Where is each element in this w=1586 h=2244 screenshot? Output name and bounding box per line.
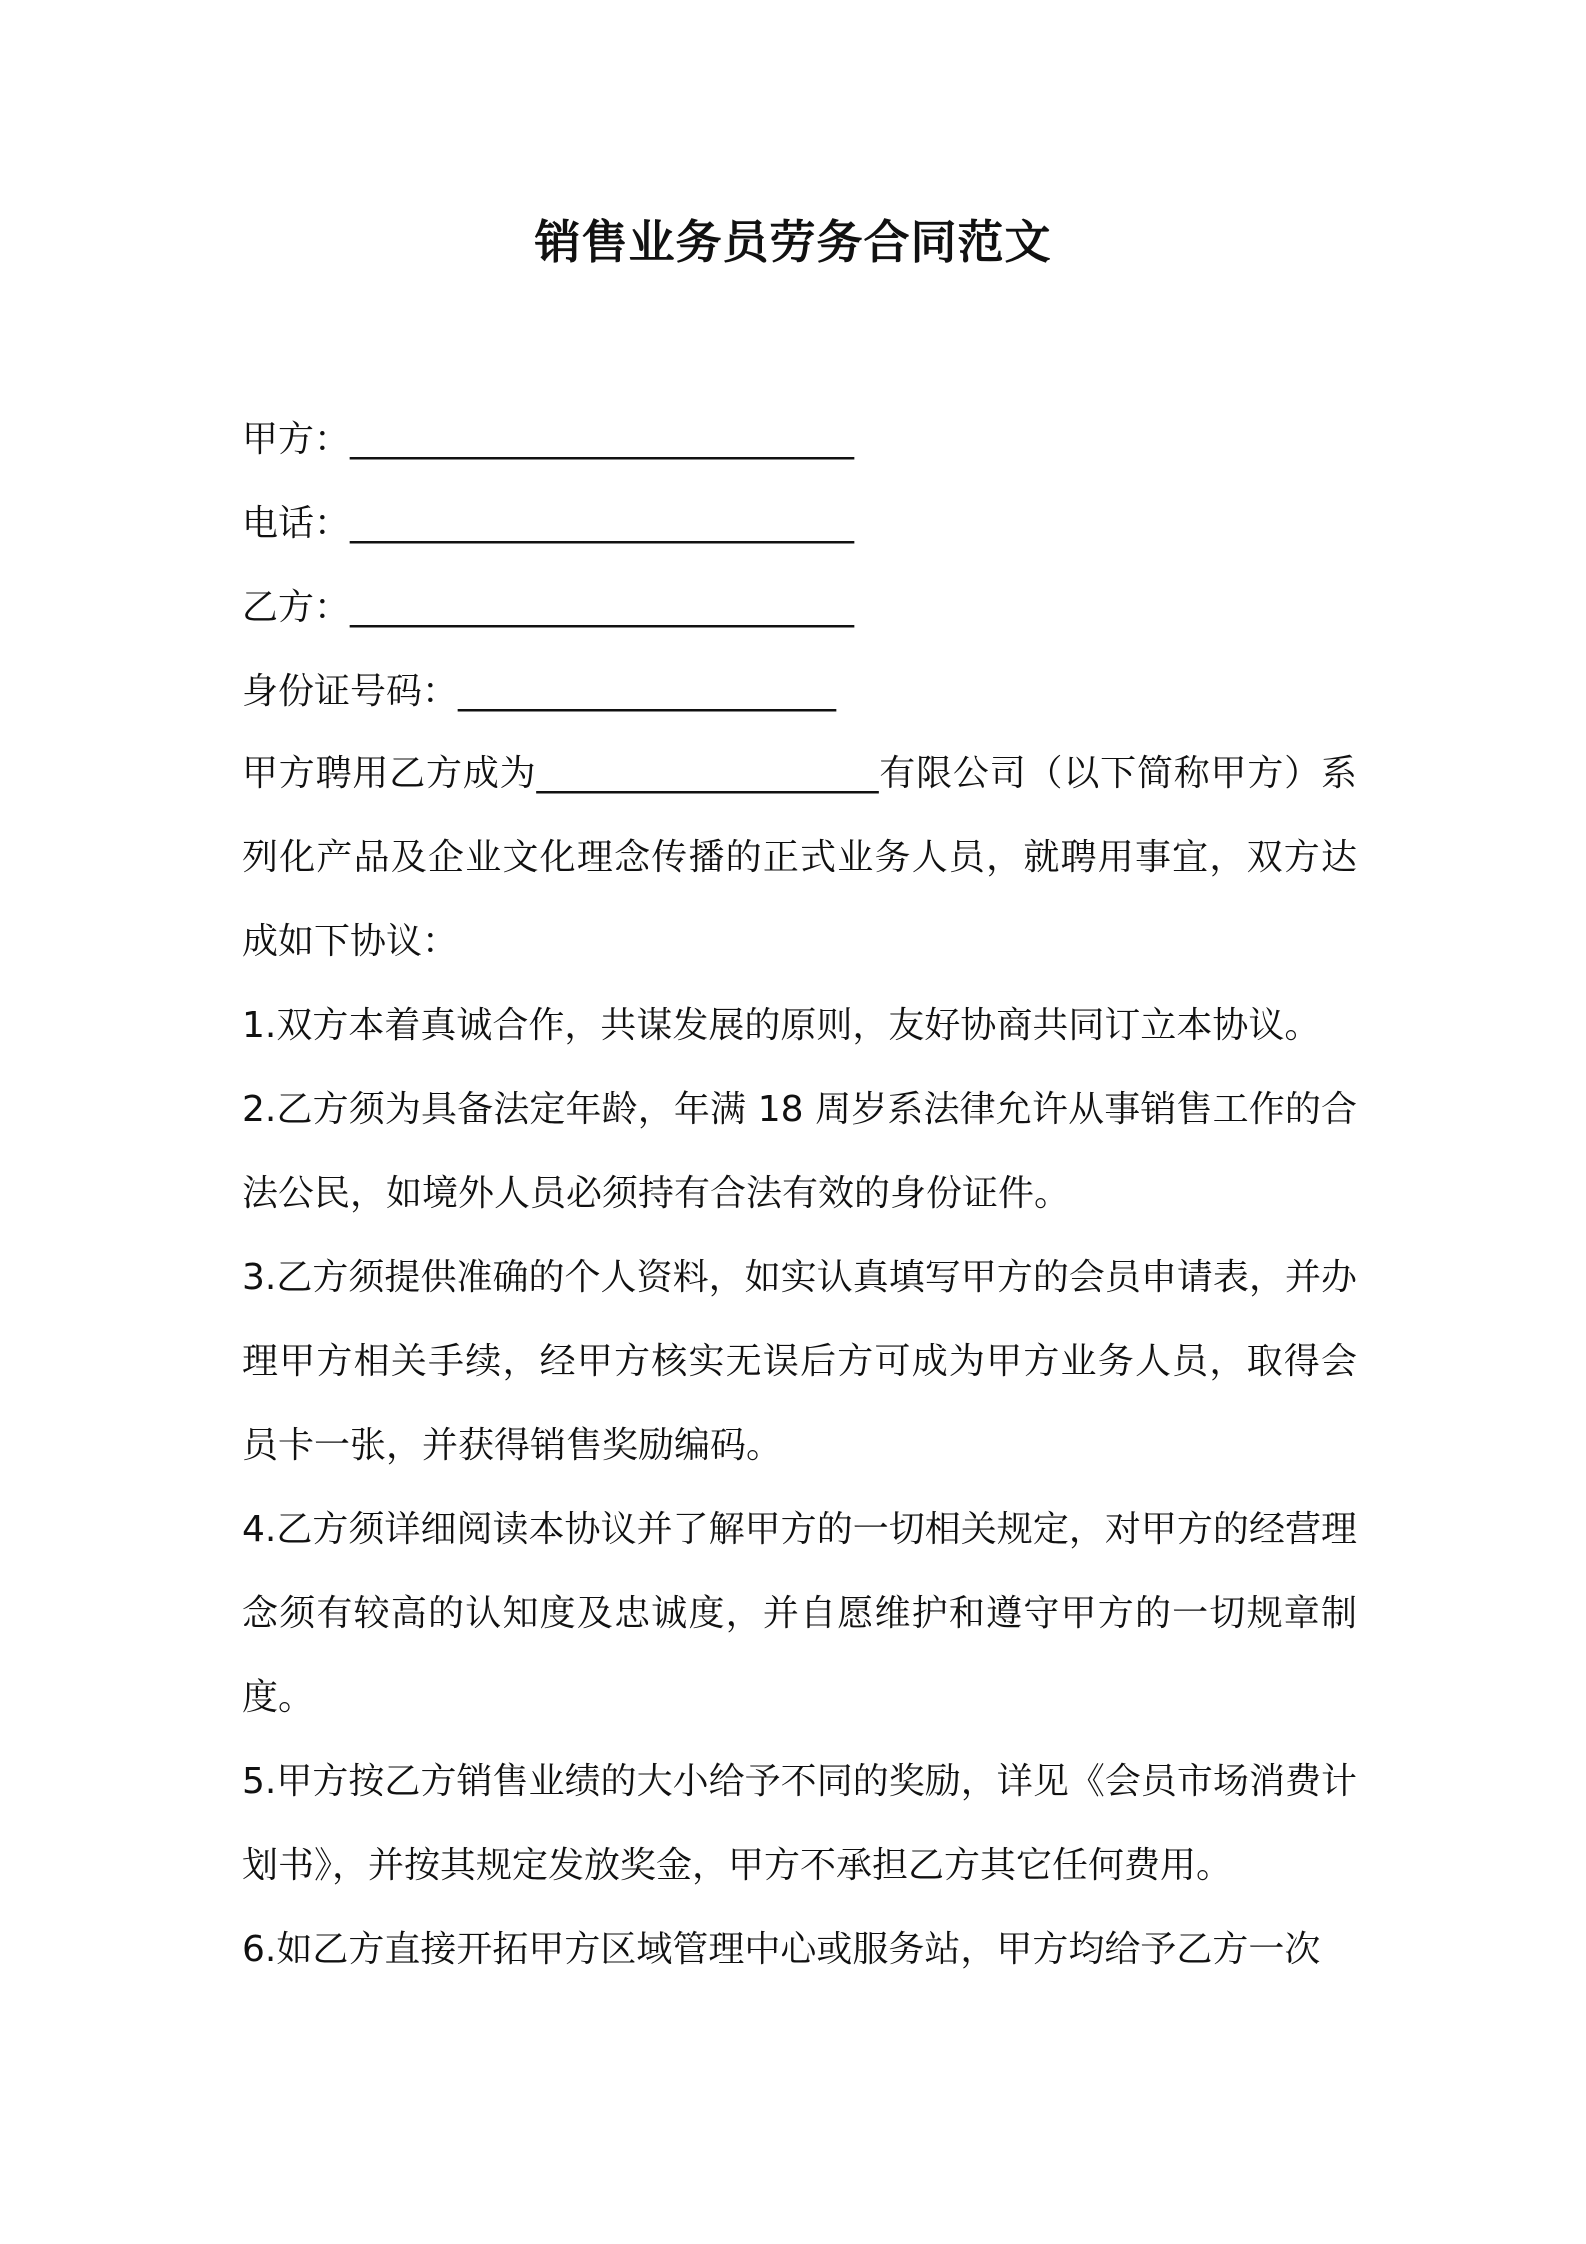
clause-5: 5.甲方按乙方销售业绩的大小给予不同的奖励，详见《会员市场消费计划书》，并按其规定发放奖金，甲方不承担乙方其它任何费用。: [242, 1761, 1357, 1886]
field-label: 身份证号码：: [242, 671, 459, 712]
clause-2: 2.乙方须为具备法定年龄，年满 18 周岁系法律允许从事销售工作的合法公民，如境外人员必须持有合法有效的身份证件。: [242, 1089, 1357, 1214]
field-blank: ____________________________: [350, 419, 855, 460]
field-blank: ____________________________: [350, 503, 855, 544]
intro-paragraph: 甲方聘用乙方成为___________________有限公司（以下简称甲方）系列化产品及企业文化理念传播的正式业务人员，就聘用事宜，双方达成如下协议：: [242, 753, 1357, 962]
field-label: 乙方：: [242, 587, 351, 628]
field-label: 电话：: [242, 503, 351, 544]
field-party-a: [242, 416, 854, 464]
field-label: 甲方：: [242, 419, 351, 460]
field-blank: ____________________________: [350, 587, 855, 628]
clause-4: 4.乙方须详细阅读本协议并了解甲方的一切相关规定，对甲方的经营理念须有较高的认知度及忠诚度，并自愿维护和遵守甲方的一切规章制度。: [242, 1509, 1357, 1718]
field-id-number: [242, 668, 836, 716]
clause-1: 1.双方本着真诚合作，共谋发展的原则，友好协商共同订立本协议。: [242, 1005, 1321, 1046]
clause-6: 6.如乙方直接开拓甲方区域管理中心或服务站，甲方均给予乙方一次: [242, 1929, 1321, 1970]
document-title: 销售业务员劳务合同范文: [534, 215, 1052, 269]
field-blank: _____________________: [458, 671, 837, 712]
field-party-b: [242, 584, 854, 632]
field-phone: [242, 500, 854, 548]
clause-3: 3.乙方须提供准确的个人资料，如实认真填写甲方的会员申请表，并办理甲方相关手续，经甲方核实无误后方可成为甲方业务人员，取得会员卡一张，并获得销售奖励编码。: [242, 1257, 1357, 1466]
